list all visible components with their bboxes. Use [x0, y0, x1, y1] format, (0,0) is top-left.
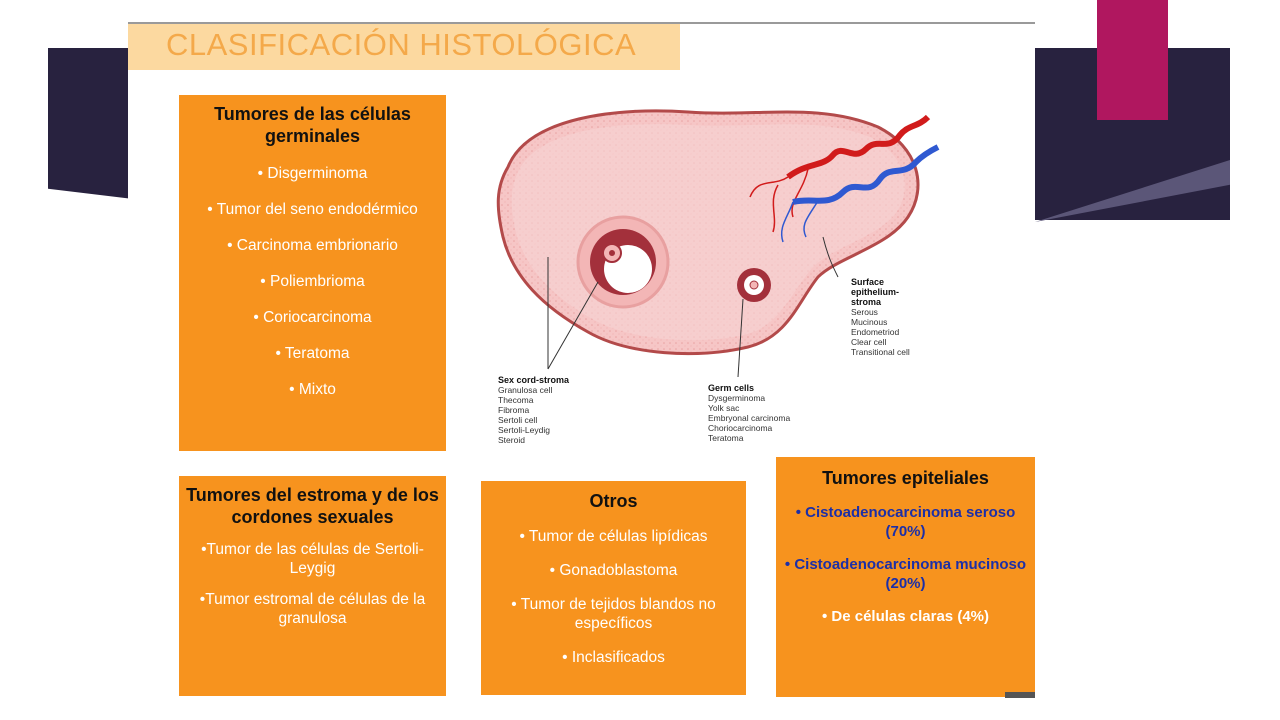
- list-item: • Mixto: [289, 381, 336, 398]
- label-item: Embryonal carcinoma: [708, 413, 791, 423]
- slide-title: CLASIFICACIÓN HISTOLÓGICA: [166, 27, 637, 62]
- list-item: • Poliembrioma: [260, 273, 365, 290]
- list-item: • Tumor de células lipídicas: [519, 528, 708, 545]
- label-surface-epithelium: [851, 277, 910, 357]
- box-other-tumors: [481, 481, 746, 695]
- box-epithelial-tumors: [776, 457, 1035, 697]
- list-item: • Disgerminoma: [257, 165, 368, 182]
- label-title-line: Surface: [851, 277, 885, 287]
- box-heading: Otros: [589, 491, 638, 511]
- ovary-diagram: [488, 107, 958, 452]
- label-item: Mucinous: [851, 317, 888, 327]
- label-item: Yolk sac: [708, 403, 740, 413]
- label-item: Endometriod: [851, 327, 900, 337]
- label-item: Choriocarcinoma: [708, 423, 773, 433]
- corner-mark: [1005, 692, 1035, 698]
- list-item: • Cistoadenocarcinoma mucinoso (20%): [784, 556, 1027, 592]
- label-title: Germ cells: [708, 383, 755, 393]
- box-heading: Tumores de las células germinales: [214, 104, 411, 146]
- box-heading: Tumores del estroma y de los cordones sexuales: [186, 485, 439, 527]
- list-item: • Coriocarcinoma: [253, 309, 372, 326]
- list-item: •Tumor de las células de Sertoli-Leygig: [201, 541, 424, 577]
- label-item: Clear cell: [851, 337, 887, 347]
- list-item: • Teratoma: [275, 345, 350, 362]
- label-item: Steroid: [498, 435, 525, 445]
- label-sex-cord-stroma: [498, 375, 569, 445]
- label-germ-cells: [708, 383, 790, 443]
- label-item: Teratoma: [708, 433, 744, 443]
- list-item: • Cistoadenocarcinoma seroso (70%): [795, 504, 1016, 540]
- label-item: Granulosa cell: [498, 385, 553, 395]
- box-germ-cell-tumors: [179, 95, 446, 451]
- list-item: • Tumor del seno endodérmico: [207, 201, 418, 218]
- label-item: Dysgerminoma: [708, 393, 766, 403]
- label-item: Serous: [851, 307, 878, 317]
- list-item: • Inclasificados: [562, 649, 665, 666]
- list-item: • De células claras (4%): [821, 608, 989, 625]
- label-title-line: stroma: [851, 297, 882, 307]
- label-item: Fibroma: [498, 405, 530, 415]
- slide: [128, 22, 1035, 698]
- decor-magenta-tab: [1097, 0, 1168, 120]
- title-bar: [128, 24, 680, 70]
- label-item: Transitional cell: [851, 347, 910, 357]
- box-heading: Tumores epiteliales: [822, 468, 989, 488]
- list-item: •Tumor estromal de células de la granulosa: [199, 591, 426, 627]
- label-item: Thecoma: [498, 395, 534, 405]
- list-item: • Carcinoma embrionario: [227, 237, 398, 254]
- label-item: Sertoli-Leydig: [498, 425, 550, 435]
- list-item: • Tumor de tejidos blandos no específicos: [511, 596, 716, 632]
- label-title: Sex cord-stroma: [498, 375, 570, 385]
- box-stroma-tumors: [179, 476, 446, 696]
- label-item: Sertoli cell: [498, 415, 538, 425]
- label-title-line: epithelium-: [851, 287, 900, 297]
- decor-left-band: [48, 48, 128, 208]
- list-item: • Gonadoblastoma: [549, 562, 678, 579]
